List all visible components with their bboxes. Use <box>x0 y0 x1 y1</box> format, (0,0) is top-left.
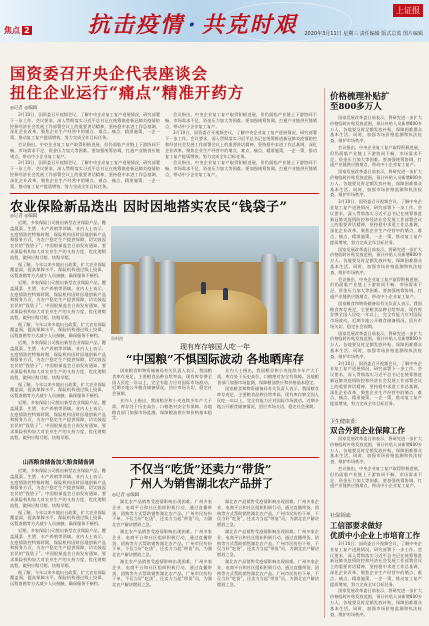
page-banner <box>0 0 429 42</box>
lead-paragraph: 3月10日，国资委召开视频会议，了解中央企业复工复产进展情况，研究部署下一步工作。会议要求，深入贯彻落实习近平总书记在统筹推进新冠肺炎疫情防控和经济社会发展工作部署会议上的重要讲话精神，坚持稳中求进工作总基调，深化企业改革，聚焦企业生产经营中的堵点、难点、痛点，精准施策，一企一策，推动复工复产提质增效，努力完成全年目标任务。 <box>10 160 160 189</box>
grain-paragraph: 国家粮食和物资储备局有关负责人表示，我国粮食库存充足，主要粮食品种自给率高，现有库存够全国人民吃一年以上，完全有能力应对国际市场波动。近期多地公开粮食储备情况，回应市场关切，稳定社会预期。 <box>217 386 319 409</box>
guangzhou-body-right <box>217 499 319 618</box>
section-rule <box>10 193 319 194</box>
sidebar-paragraph: 国家发展改革委日前表示，将研究进一步扩大价格临时补贴发放范围，预计补贴人员新增800多万人。各地要及时足额发放补贴，保障困难群众基本生活。同时，加强市场价格监测和执法检查，维护市场秩序。 <box>330 330 422 359</box>
guangzhou-paragraph: 湖北农产品销售受疫情影响出现困难。广州多家企业、电商平台和社区组织积极行动，通过直播带货、团购等方式帮助销售湖北农产品。广州市民纷纷下单，不仅当好“吃货”，还卖力当起“带货”员，为湖北农户解决燃眉之急。 <box>112 558 212 588</box>
guangzhou-paragraph: 湖北农产品销售受疫情影响出现困难。广州多家企业、电商平台和社区组织积极行动，通过直播带货、团购等方式帮助销售湖北农产品。广州市民纷纷下单，不仅当好“吃货”，还卖力当起“带货”员，为湖北农户解决燃眉之急。 <box>112 499 212 528</box>
banner-title <box>88 8 298 39</box>
silo-shape <box>139 256 155 334</box>
section-label <box>4 25 32 36</box>
sidebar-paragraph: 国家发展改革委日前表示，将研究进一步扩大价格临时补贴发放范围，预计补贴人员新增800多万人。各地要及时足额发放补贴，保障困难群众基本生活。同时，加强市场价格监测和执法检查，维护市场秩序。 <box>330 246 422 275</box>
lead-headline-line2: 扭住企业运行“痛点”精准开药方 <box>10 83 245 102</box>
section-number: 2 <box>24 26 30 35</box>
right-brief2-paragraph: 国家发展改革委日前表示，将研究进一步扩大价格临时补贴发放范围，预计补贴人员新增800多万人。各地要及时足额发放补贴，保障困难群众基本生活。同时，加强市场价格监测和执法检查，维护市场秩序。 <box>330 588 422 617</box>
right-brief-paragraph: 国家发展改革委日前表示，将研究进一步扩大价格临时补贴发放范围，预计补贴人员新增800多万人。各地要及时足额发放补贴，保障困难群众基本生活。同时，加强市场价格监测和执法检查，维护市场秩序。 <box>330 436 422 465</box>
insurance-paragraph: 近期，多家保险公司推出新型农业保险产品，覆盖蔬菜、生猪、水产养殖等领域。业内人士表示，在疫情防控特殊时期，保险机构因时因地创新产品和服务方式，为农户稳定生产提供保障，切实鼓起农民的“钱袋子”。中国银保监会日前发布通知，要求保险机构加大对农业生产的支持力度，优化理赔流程，做到应赔尽赔、快赔早赔。 <box>10 220 106 260</box>
lead-paragraph: 会议指出，中央企业复工复产取得积极进展，但仍面临产业链上下游协同不畅、市场需求不足、资金压力加大等困难。要加强统筹协调，打通产业链供应链堵点，带动中小企业复工复产。 <box>165 112 317 129</box>
insurance-paragraph: 据了解，今年以来多地出台政策，扩大农业保险覆盖面，提高保障水平。保险机构通过线上投保、远程查勘等方式减少人员接触，确保服务不断档。 <box>10 509 106 527</box>
insurance-subhead: 山西粮食储备加大粮食储备调 <box>22 460 95 466</box>
worker-figure <box>223 288 228 300</box>
right-brief2-headline-line1: 工信部要求做好 <box>330 521 383 530</box>
sidebar-paragraph: 国家发展改革委日前表示，将研究进一步扩大价格临时补贴发放范围，预计补贴人员新增800多万人。各地要及时足额发放补贴，保障困难群众基本生活。同时，加强市场价格监测和执法检查，维护市场秩序。 <box>330 115 422 144</box>
silo-shape <box>283 258 299 334</box>
photo-caption: 资料图 <box>111 336 123 341</box>
lead-byline: ◎记者 ◎编辑 <box>10 106 38 111</box>
silo-shape <box>301 262 317 334</box>
guangzhou-byline: ◎记者 ◎编辑 <box>112 493 140 498</box>
insurance-paragraph: 据了解，今年以来多地出台政策，扩大农业保险覆盖面，提高保障水平。保险机构通过线上投保、远程查勘等方式减少人员接触，确保服务不断档。 <box>10 261 106 279</box>
guangzhou-paragraph: 湖北农产品销售受疫情影响出现困难。广州多家企业、电商平台和社区组织积极行动，通过直播带货、团购等方式帮助销售湖北农产品。广州市民纷纷下单，不仅当好“吃货”，还卖力当起“带货”员，为湖北农户解决燃眉之急。 <box>112 528 212 558</box>
insurance-paragraph: 近期，多家保险公司推出新型农业保险产品，覆盖蔬菜、生猪、水产养殖等领域。业内人士表示，在疫情防控特殊时期，保险机构因时因地创新产品和服务方式，为农户稳定生产提供保障，切实鼓起农民的“钱袋子”。中国银保监会日前发布通知，要求保险机构加大对农业生产的支持力度，优化理赔流程，做到应赔尽赔、快赔早赔。 <box>10 399 106 440</box>
insurance-paragraph: 近期，多家保险公司推出新型农业保险产品，覆盖蔬菜、生猪、水产养殖等领域。业内人士表示，在疫情防控特殊时期，保险机构因时因地创新产品和服务方式，为农户稳定生产提供保障，切实鼓起农民的“钱袋子”。中国银保监会日前发布通知，要求保险机构加大对农业生产的支持力度，优化理赔流程，做到应赔尽赔、快赔早赔。 <box>10 279 106 320</box>
section-label-text: 焦点 <box>4 26 20 35</box>
lead-headline-line1: 国资委召开央企代表座谈会 <box>10 64 209 83</box>
right-brief2-paragraph: 3月10日，国资委召开视频会议，了解中央企业复工复产进展情况，研究部署下一步工作。会议要求，深入贯彻落实习近平总书记在统筹推进新冠肺炎疫情防控和经济社会发展工作部署会议上的重要讲话精神，坚持稳中求进工作总基调，深化企业改革，聚焦企业生产经营中的堵点、难点、痛点，精准施策，一企一策，推动复工复产提质增效，努力完成全年目标任务。 <box>330 541 422 587</box>
guangzhou-paragraph: 湖北农产品销售受疫情影响出现困难。广州多家企业、电商平台和社区组织积极行动，通过直播带货、团购等方式帮助销售湖北农产品。广州市民纷纷下单，不仅当好“吃货”，还卖力当起“带货”员，为湖北农户解决燃眉之急。 <box>217 558 319 588</box>
grain-body-right <box>217 368 319 456</box>
sidebar-paragraph: 会议指出，中央企业复工复产取得积极进展，但仍面临产业链上下游协同不畅、市场需求不足、资金压力加大等困难。要加强统筹协调，打通产业链供应链堵点，带动中小企业复工复产。 <box>330 276 422 299</box>
insurance-byline: ◎记者 ◎编辑 <box>10 214 38 219</box>
grain-silo-photo <box>111 226 319 334</box>
insurance-paragraph: 近期，多家保险公司推出新型农业保险产品，覆盖蔬菜、生猪、水产养殖等领域。业内人士表示，在疫情防控特殊时期，保险机构因时因地创新产品和服务方式，为农户稳定生产提供保障，切实鼓起农民的“钱袋子”。中国银保监会日前发布通知，要求保险机构加大对农业生产的支持力度，优化理赔流程，做到应赔尽赔、快赔早赔。 <box>10 527 106 568</box>
right-brief-headline: 双合外贸企业保障工作 <box>330 426 405 435</box>
grain-paragraph: 业内人士指出，我国稻谷和小麦连续多年产大于需，库存处于历史高位，口粮绝对安全有保障。各地粮食部门加强市场监测，保障粮油供应和价格基本稳定。 <box>217 368 319 385</box>
guangzhou-headline-line1: 不仅当“吃货”还卖力“带货” <box>130 462 272 476</box>
lead-paragraph: 3月10日，国资委召开视频会议，了解中央企业复工复产进展情况，研究部署下一步工作。会议要求，深入贯彻落实习近平总书记在统筹推进新冠肺炎疫情防控和经济社会发展工作部署会议上的重要讲话精神，坚持稳中求进工作总基调，深化企业改革，聚焦企业生产经营中的堵点、难点、痛点，精准施策，一企一策，推动复工复产提质增效，努力完成全年目标任务。 <box>10 112 160 141</box>
sidebar-headline <box>330 92 420 112</box>
lead-body-left <box>10 112 160 192</box>
insurance-paragraph: 据了解，今年以来多地出台政策，扩大农业保险覆盖面，提高保障水平。保险机构通过线上投保、远程查勘等方式减少人员接触，确保服务不断档。 <box>10 381 106 399</box>
lead-paragraph: 3月10日，国资委召开视频会议，了解中央企业复工复产进展情况，研究部署下一步工作。会议要求，深入贯彻落实习近平总书记在统筹推进新冠肺炎疫情防控和经济社会发展工作部署会议上的重要讲话精神，坚持稳中求进工作总基调，深化企业改革，聚焦企业生产经营中的堵点、难点、痛点，精准施策，一企一策，推动复工复产提质增效，努力完成全年目标任务。 <box>165 130 317 159</box>
grain-kicker: 现有库存够国人吃一年 <box>180 343 250 351</box>
grain-pile <box>175 290 267 334</box>
right-brief2-body <box>330 541 422 618</box>
grain-paragraph: 国家粮食和物资储备局有关负责人表示，我国粮食库存充足，主要粮食品种自给率高，现有库存够全国人民吃一年以上，完全有能力应对国际市场波动。近期多地公开粮食储备情况，回应市场关切，稳定社会预期。 <box>112 368 212 397</box>
insurance-paragraph: 据了解，今年以来多地出台政策，扩大农业保险覆盖面，提高保障水平。保险机构通过线上投保、远程查勘等方式减少人员接触，确保服务不断档。 <box>10 321 106 339</box>
brand-badge: 上证报 <box>393 4 423 17</box>
worker-figure <box>201 282 206 294</box>
guangzhou-paragraph: 湖北农产品销售受疫情影响出现困难。广州多家企业、电商平台和社区组织积极行动，通过直播带货、团购等方式帮助销售湖北农产品。广州市民纷纷下单，不仅当好“吃货”，还卖力当起“带货”员，为湖北农户解决燃眉之急。 <box>217 499 319 528</box>
guangzhou-body-left <box>112 499 212 618</box>
insurance-body-lower <box>10 468 106 618</box>
lead-paragraph: 会议指出，中央企业复工复产取得积极进展，但仍面临产业链上下游协同不畅、市场需求不足、资金压力加大等困难。要加强统筹协调，打通产业链供应链堵点，带动中小企业复工复产。 <box>10 141 160 159</box>
right-brief-paragraph: 会议指出，中央企业复工复产取得积极进展，但仍面临产业链上下游协同不畅、市场需求不足、资金压力加大等困难。要加强统筹协调，打通产业链供应链堵点，带动中小企业复工复产。 <box>330 465 422 489</box>
right-brief-kicker: 卫生健康委: <box>330 419 357 425</box>
sidebar-headline-line1: 价格梳理补贴扩 <box>330 92 390 102</box>
section-rule <box>112 457 319 458</box>
grain-paragraph: 业内人士指出，我国稻谷和小麦连续多年产大于需，库存处于历史高位，口粮绝对安全有保障。各地粮食部门加强市场监测，保障粮油供应和价格基本稳定。 <box>112 397 212 421</box>
silo-shape <box>119 264 135 334</box>
guangzhou-paragraph: 湖北农产品销售受疫情影响出现困难。广州多家企业、电商平台和社区组织积极行动，通过直播带货、团购等方式帮助销售湖北农产品。广州市民纷纷下单，不仅当好“吃货”，还卖力当起“带货”员，为湖北农户解决燃眉之急。 <box>217 528 319 558</box>
guangzhou-headline-line2: 广州人为销售湖北农产品拼了 <box>130 477 273 490</box>
lead-body-right <box>165 112 317 192</box>
insurance-paragraph: 近期，多家保险公司推出新型农业保险产品，覆盖蔬菜、生猪、水产养殖等领域。业内人士表示，在疫情防控特殊时期，保险机构因时因地创新产品和服务方式，为农户稳定生产提供保障，切实鼓起农民的“钱袋子”。中国银保监会日前发布通知，要求保险机构加大对农业生产的支持力度，优化理赔流程，做到应赔尽赔、快赔早赔。 <box>10 339 106 380</box>
sidebar-paragraph: 国家发展改革委日前表示，将研究进一步扩大价格临时补贴发放范围，预计补贴人员新增800多万人。各地要及时足额发放补贴，保障困难群众基本生活。同时，加强市场价格监测和执法检查，维护市场秩序。 <box>330 169 422 198</box>
right-brief-body <box>330 436 422 508</box>
silo-shape <box>159 260 175 334</box>
column-divider <box>324 88 325 618</box>
grain-headline: “中国粮”不惧国际波动 各地晒库存 <box>125 352 305 366</box>
insurance-body <box>10 220 106 452</box>
insurance-paragraph: 近期，多家保险公司推出新型农业保险产品，覆盖蔬菜、生猪、水产养殖等领域。业内人士表示，在疫情防控特殊时期，保险机构因时因地创新产品和服务方式，为农户稳定生产提供保障，切实鼓起农民的“钱袋子”。中国银保监会日前发布通知，要求保险机构加大对农业生产的支持力度，优化理赔流程，做到应赔尽赔、快赔早赔。 <box>10 468 106 508</box>
sidebar-body <box>330 115 422 413</box>
right-brief2-kicker: 社保领域: <box>330 513 352 519</box>
grain-body-left <box>112 368 212 456</box>
lead-paragraph: 会议指出，中央企业复工复产取得积极进展，但仍面临产业链上下游协同不畅、市场需求不足、资金压力加大等困难。要加强统筹协调，打通产业链供应链堵点，带动中小企业复工复产。 <box>165 160 317 177</box>
lead-headline <box>10 64 244 102</box>
sidebar-paragraph: 国家粮食和物资储备局有关负责人表示，我国粮食库存充足，主要粮食品种自给率高，现有库存够全国人民吃一年以上，完全有能力应对国际市场波动。近期多地公开粮食储备情况，回应市场关切，稳定社会预期。 <box>330 300 422 329</box>
sidebar-paragraph: 3月10日，国资委召开视频会议，了解中央企业复工复产进展情况，研究部署下一步工作。会议要求，深入贯彻落实习近平总书记在统筹推进新冠肺炎疫情防控和经济社会发展工作部署会议上的重要讲话精神，坚持稳中求进工作总基调，深化企业改革，聚焦企业生产经营中的堵点、难点、痛点，精准施策，一企一策，推动复工复产提质增效，努力完成全年目标任务。 <box>330 199 422 245</box>
insurance-paragraph: 据了解，今年以来多地出台政策，扩大农业保险覆盖面，提高保障水平。保险机构通过线上投保、远程查勘等方式减少人员接触，确保服务不断档。 <box>10 569 106 587</box>
banner-title-part-a: 抗击疫情 <box>88 12 185 38</box>
sidebar-paragraph: 会议指出，中央企业复工复产取得积极进展，但仍面临产业链上下游协同不畅、市场需求不足、资金压力加大等困难。要加强统筹协调，打通产业链供应链堵点，带动中小企业复工复产。 <box>330 144 422 168</box>
insurance-headline: 农业保险新品迭出 因时因地搭实农民“钱袋子” <box>10 200 288 215</box>
sidebar-headline-line2: 至800多万人 <box>330 102 382 112</box>
banner-title-part-b: 共克时艰 <box>201 12 298 38</box>
issue-line: 2020年3月11日 星期三 责任编辑 版式总监 图片编辑 <box>304 31 423 37</box>
right-brief2-headline-line2: 优质中小企业上市培育工作 <box>330 531 420 540</box>
banner-title-separator: · <box>188 12 198 38</box>
sidebar-paragraph: 3月10日，国资委召开视频会议，了解中央企业复工复产进展情况，研究部署下一步工作。会议要求，深入贯彻落实习近平总书记在统筹推进新冠肺炎疫情防控和经济社会发展工作部署会议上的重要讲话精神，坚持稳中求进工作总基调，深化企业改革，聚焦企业生产经营中的堵点、难点、痛点，精准施策，一企一策，推动复工复产提质增效，努力完成全年目标任务。 <box>330 360 422 407</box>
